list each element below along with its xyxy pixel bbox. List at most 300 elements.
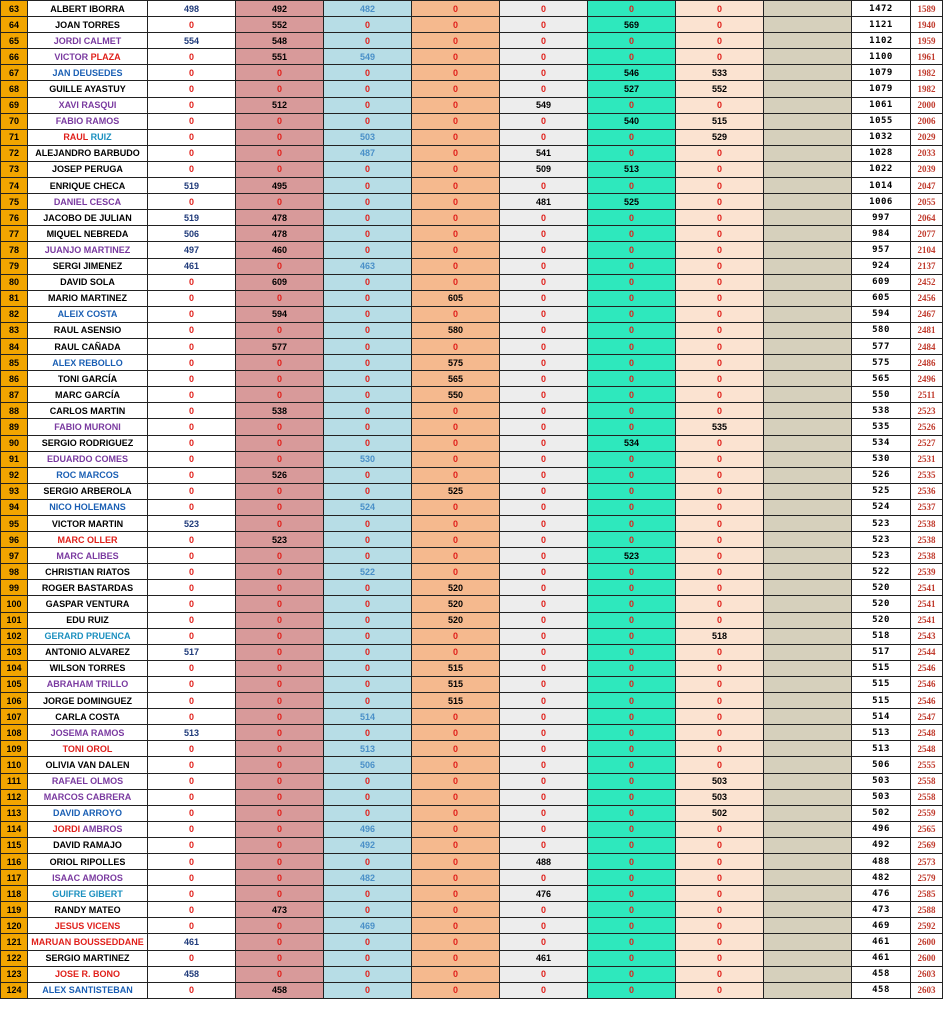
score-cell-5 [500, 548, 588, 564]
score-cell-8 [764, 290, 852, 306]
score-value: 0 [716, 196, 722, 207]
last-name: CESCA [89, 196, 122, 207]
score-value: 0 [276, 953, 282, 964]
score-cell-1 [148, 516, 236, 532]
score-value: 0 [276, 920, 282, 931]
score-value: 0 [716, 212, 722, 223]
score-cell-8 [764, 338, 852, 354]
score-value: 535 [711, 421, 728, 432]
score-cell-2 [236, 65, 324, 81]
score-value: 0 [188, 405, 194, 416]
score-value: 0 [452, 51, 458, 62]
score-cell-5 [500, 676, 588, 692]
first-name: JOAN [55, 19, 81, 30]
score-cell-1 [148, 403, 236, 419]
score-value: 0 [452, 550, 458, 561]
score-cell-4 [412, 773, 500, 789]
score-cell-4 [412, 516, 500, 532]
score-value: 0 [628, 309, 634, 320]
score-value: 0 [452, 808, 458, 819]
score-value: 0 [188, 421, 194, 432]
position-cell: 89 [1, 419, 28, 435]
score-cell-1 [148, 902, 236, 918]
score-value: 498 [183, 3, 200, 14]
first-name: ALBERT [50, 3, 87, 14]
position-cell: 97 [1, 548, 28, 564]
total-cell: 520 [852, 596, 911, 612]
score-cell-3 [324, 676, 412, 692]
last-name: MARTIN [90, 405, 126, 416]
first-name: JUANJO [44, 244, 82, 255]
score-cell-4 [412, 821, 500, 837]
first-name: FABIO [55, 116, 84, 127]
score-cell-1 [148, 97, 236, 113]
total-cell: 1079 [852, 65, 911, 81]
score-value: 0 [540, 373, 546, 384]
score-cell-8 [764, 371, 852, 387]
score-value: 0 [540, 67, 546, 78]
score-value: 0 [628, 148, 634, 159]
total-cell: 525 [852, 483, 911, 499]
score-value: 0 [188, 341, 194, 352]
score-value: 0 [452, 438, 458, 449]
ranking-points-cell: 2456 [911, 290, 943, 306]
table-row [1, 419, 943, 435]
score-value: 0 [540, 615, 546, 626]
total-cell: 515 [852, 660, 911, 676]
score-value: 0 [540, 920, 546, 931]
score-value: 0 [452, 824, 458, 835]
score-value: 0 [716, 743, 722, 754]
score-value: 0 [628, 325, 634, 336]
last-name: VICENS [86, 920, 121, 931]
score-value: 0 [188, 695, 194, 706]
score-cell-7 [676, 451, 764, 467]
score-cell-4 [412, 548, 500, 564]
last-name: DOMINGUEZ [77, 695, 133, 706]
score-value: 0 [540, 309, 546, 320]
score-cell-8 [764, 483, 852, 499]
score-cell-1 [148, 950, 236, 966]
score-cell-5 [500, 322, 588, 338]
total-cell: 502 [852, 805, 911, 821]
score-cell-3 [324, 773, 412, 789]
first-name: SERGI [52, 261, 81, 272]
last-name: ARBEROLA [80, 486, 132, 497]
ranking-points-cell: 2546 [911, 676, 943, 692]
score-cell-4 [412, 322, 500, 338]
score-value: 0 [716, 341, 722, 352]
score-cell-1 [148, 387, 236, 403]
score-cell-5 [500, 161, 588, 177]
score-cell-8 [764, 65, 852, 81]
score-cell-2 [236, 435, 324, 451]
score-cell-5 [500, 580, 588, 596]
position-cell: 111 [1, 773, 28, 789]
score-value: 515 [447, 663, 464, 674]
total-cell: 580 [852, 322, 911, 338]
total-cell: 488 [852, 853, 911, 869]
score-cell-5 [500, 499, 588, 515]
position-cell: 96 [1, 532, 28, 548]
score-value: 0 [628, 373, 634, 384]
last-name: NEBREDA [83, 228, 129, 239]
score-value: 0 [628, 244, 634, 255]
score-cell-7 [676, 821, 764, 837]
table-row [1, 821, 943, 837]
score-value: 0 [716, 3, 722, 14]
score-cell-1 [148, 773, 236, 789]
table-row [1, 918, 943, 934]
score-value: 0 [276, 888, 282, 899]
score-cell-6 [588, 226, 676, 242]
ranking-points-cell: 2531 [911, 451, 943, 467]
total-cell: 492 [852, 837, 911, 853]
score-cell-2 [236, 853, 324, 869]
score-cell-3 [324, 982, 412, 998]
last-name: DE JULIAN [84, 212, 132, 223]
score-cell-1 [148, 338, 236, 354]
score-cell-6 [588, 725, 676, 741]
score-value: 0 [188, 438, 194, 449]
score-value: 0 [628, 695, 634, 706]
last-name: PLAZA [90, 51, 121, 62]
score-value: 0 [716, 566, 722, 577]
score-value: 0 [540, 743, 546, 754]
score-cell-3 [324, 757, 412, 773]
score-cell-2 [236, 693, 324, 709]
score-cell-3 [324, 580, 412, 596]
score-cell-4 [412, 290, 500, 306]
table-row [1, 387, 943, 403]
score-cell-6 [588, 1, 676, 17]
score-value: 0 [364, 727, 370, 738]
position-cell: 98 [1, 564, 28, 580]
score-value: 0 [364, 776, 370, 787]
total-cell: 605 [852, 290, 911, 306]
score-value: 0 [364, 936, 370, 947]
table-row [1, 210, 943, 226]
score-cell-5 [500, 516, 588, 532]
score-cell-5 [500, 773, 588, 789]
score-value: 0 [452, 840, 458, 851]
score-cell-5 [500, 65, 588, 81]
score-cell-3 [324, 467, 412, 483]
score-cell-7 [676, 194, 764, 210]
score-cell-1 [148, 580, 236, 596]
score-cell-2 [236, 934, 324, 950]
score-value: 0 [188, 454, 194, 465]
score-value: 0 [540, 647, 546, 658]
score-value: 0 [364, 953, 370, 964]
score-value: 0 [716, 663, 722, 674]
last-name: PERUGA [84, 164, 123, 175]
score-value: 0 [364, 277, 370, 288]
player-name-cell [28, 226, 148, 242]
score-value: 0 [716, 888, 722, 899]
score-value: 525 [447, 486, 464, 497]
total-cell: 1121 [852, 17, 911, 33]
player-name-cell [28, 805, 148, 821]
player-name-cell [28, 194, 148, 210]
score-value: 534 [623, 438, 640, 449]
score-cell-5 [500, 564, 588, 580]
score-value: 0 [452, 502, 458, 513]
score-value: 0 [276, 116, 282, 127]
score-cell-7 [676, 741, 764, 757]
score-cell-7 [676, 129, 764, 145]
last-name: CHECA [93, 180, 126, 191]
ranking-points-cell: 2537 [911, 499, 943, 515]
player-name-cell [28, 837, 148, 853]
player-name-cell [28, 338, 148, 354]
score-value: 0 [188, 277, 194, 288]
first-name: NICO [49, 502, 72, 513]
position-cell: 114 [1, 821, 28, 837]
total-cell: 984 [852, 226, 911, 242]
score-value: 0 [188, 663, 194, 674]
score-cell-5 [500, 918, 588, 934]
score-value: 0 [188, 486, 194, 497]
score-cell-4 [412, 178, 500, 194]
score-value: 0 [540, 293, 546, 304]
score-cell-8 [764, 821, 852, 837]
score-cell-1 [148, 467, 236, 483]
score-value: 0 [452, 67, 458, 78]
score-cell-7 [676, 403, 764, 419]
total-cell: 534 [852, 435, 911, 451]
ranking-points-cell: 2527 [911, 435, 943, 451]
score-value: 0 [364, 663, 370, 674]
score-value: 0 [364, 389, 370, 400]
player-name-cell [28, 516, 148, 532]
score-cell-4 [412, 49, 500, 65]
score-cell-3 [324, 338, 412, 354]
score-cell-3 [324, 97, 412, 113]
score-cell-2 [236, 870, 324, 886]
score-cell-3 [324, 113, 412, 129]
ranking-points-cell: 2526 [911, 419, 943, 435]
score-value: 0 [716, 824, 722, 835]
table-row [1, 226, 943, 242]
score-cell-2 [236, 516, 324, 532]
score-cell-3 [324, 596, 412, 612]
ranking-points-cell: 2536 [911, 483, 943, 499]
score-cell-6 [588, 419, 676, 435]
score-cell-1 [148, 548, 236, 564]
score-cell-5 [500, 837, 588, 853]
score-cell-8 [764, 81, 852, 97]
player-name-cell [28, 982, 148, 998]
score-cell-1 [148, 644, 236, 660]
last-name: BARBUDO [93, 148, 140, 159]
score-cell-6 [588, 338, 676, 354]
score-value: 0 [188, 856, 194, 867]
ranking-points-cell: 2541 [911, 596, 943, 612]
score-value: 0 [452, 116, 458, 127]
score-value: 0 [276, 695, 282, 706]
score-cell-1 [148, 274, 236, 290]
last-name: OLLER [87, 534, 118, 545]
position-cell: 117 [1, 870, 28, 886]
score-value: 0 [188, 100, 194, 111]
first-name: ALEX [42, 985, 67, 996]
score-value: 0 [540, 904, 546, 915]
score-value: 519 [183, 180, 200, 191]
score-cell-7 [676, 532, 764, 548]
score-cell-5 [500, 725, 588, 741]
total-cell: 538 [852, 403, 911, 419]
score-cell-1 [148, 435, 236, 451]
score-cell-4 [412, 628, 500, 644]
score-value: 0 [364, 164, 370, 175]
score-cell-1 [148, 355, 236, 371]
score-cell-4 [412, 564, 500, 580]
ranking-points-cell: 2569 [911, 837, 943, 853]
last-name: MARTINEZ [83, 953, 130, 964]
score-value: 0 [716, 582, 722, 593]
last-name: MATEO [88, 904, 121, 915]
score-cell-1 [148, 934, 236, 950]
player-name-cell [28, 532, 148, 548]
score-value: 522 [359, 566, 376, 577]
score-cell-6 [588, 499, 676, 515]
first-name: MARC [57, 534, 85, 545]
score-cell-4 [412, 886, 500, 902]
player-name-cell [28, 355, 148, 371]
score-value: 0 [628, 3, 634, 14]
score-cell-3 [324, 49, 412, 65]
score-cell-7 [676, 612, 764, 628]
total-cell: 1032 [852, 129, 911, 145]
position-cell: 101 [1, 612, 28, 628]
score-cell-3 [324, 516, 412, 532]
player-name-cell [28, 725, 148, 741]
score-cell-1 [148, 242, 236, 258]
score-value: 517 [183, 647, 200, 658]
score-cell-8 [764, 918, 852, 934]
score-cell-1 [148, 210, 236, 226]
score-value: 0 [628, 985, 634, 996]
table-row [1, 934, 943, 950]
score-value: 529 [711, 132, 728, 143]
player-name-cell [28, 17, 148, 33]
score-value: 0 [452, 228, 458, 239]
score-cell-3 [324, 966, 412, 982]
score-value: 0 [276, 663, 282, 674]
ranking-points-cell: 2585 [911, 886, 943, 902]
score-cell-8 [764, 982, 852, 998]
score-value: 0 [364, 518, 370, 529]
score-cell-2 [236, 741, 324, 757]
score-value: 0 [364, 438, 370, 449]
score-value: 0 [540, 936, 546, 947]
ranking-points-cell: 2547 [911, 709, 943, 725]
first-name: FABIO [54, 421, 82, 432]
last-name: RAMOS [90, 727, 125, 738]
score-cell-3 [324, 258, 412, 274]
ranking-points-cell: 2535 [911, 467, 943, 483]
score-value: 0 [276, 148, 282, 159]
ranking-points-cell: 2104 [911, 242, 943, 258]
table-row [1, 564, 943, 580]
score-cell-4 [412, 371, 500, 387]
score-value: 513 [359, 743, 376, 754]
score-cell-6 [588, 242, 676, 258]
total-cell: 1061 [852, 97, 911, 113]
score-value: 0 [716, 969, 722, 980]
score-value: 0 [276, 824, 282, 835]
table-row [1, 49, 943, 65]
score-value: 0 [540, 405, 546, 416]
player-name-cell [28, 612, 148, 628]
first-name: DANIEL [53, 196, 88, 207]
score-cell-1 [148, 33, 236, 49]
last-name: RAMAJO [82, 840, 122, 851]
position-cell: 85 [1, 355, 28, 371]
score-cell-5 [500, 950, 588, 966]
score-cell-3 [324, 81, 412, 97]
score-cell-3 [324, 145, 412, 161]
score-value: 565 [447, 373, 464, 384]
last-name: GIBERT [88, 888, 123, 899]
score-cell-8 [764, 580, 852, 596]
score-value: 0 [628, 711, 634, 722]
score-value: 0 [364, 116, 370, 127]
last-name: COMES [95, 454, 129, 465]
ranking-points-cell: 2055 [911, 194, 943, 210]
score-value: 0 [628, 776, 634, 787]
score-cell-8 [764, 693, 852, 709]
position-cell: 69 [1, 97, 28, 113]
score-cell-1 [148, 129, 236, 145]
score-cell-6 [588, 161, 676, 177]
score-value: 0 [188, 631, 194, 642]
score-value: 0 [364, 486, 370, 497]
score-cell-2 [236, 387, 324, 403]
position-cell: 119 [1, 902, 28, 918]
ranking-points-cell: 2077 [911, 226, 943, 242]
score-cell-2 [236, 660, 324, 676]
score-cell-3 [324, 821, 412, 837]
score-cell-1 [148, 757, 236, 773]
ranking-points-cell: 2565 [911, 821, 943, 837]
score-value: 0 [540, 35, 546, 46]
score-cell-6 [588, 709, 676, 725]
score-value: 0 [540, 116, 546, 127]
score-cell-1 [148, 178, 236, 194]
score-cell-6 [588, 113, 676, 129]
score-cell-7 [676, 435, 764, 451]
last-name: AMOROS [82, 872, 123, 883]
score-cell-6 [588, 33, 676, 49]
score-cell-5 [500, 355, 588, 371]
ranking-points-cell: 2511 [911, 387, 943, 403]
score-value: 503 [359, 132, 376, 143]
first-name: MARCOS [43, 792, 84, 803]
position-cell: 80 [1, 274, 28, 290]
score-cell-2 [236, 902, 324, 918]
score-cell-5 [500, 596, 588, 612]
player-name-cell [28, 548, 148, 564]
table-row [1, 853, 943, 869]
table-row [1, 532, 943, 548]
score-value: 530 [359, 454, 376, 465]
table-row [1, 596, 943, 612]
score-cell-6 [588, 821, 676, 837]
score-cell-4 [412, 113, 500, 129]
score-cell-7 [676, 306, 764, 322]
